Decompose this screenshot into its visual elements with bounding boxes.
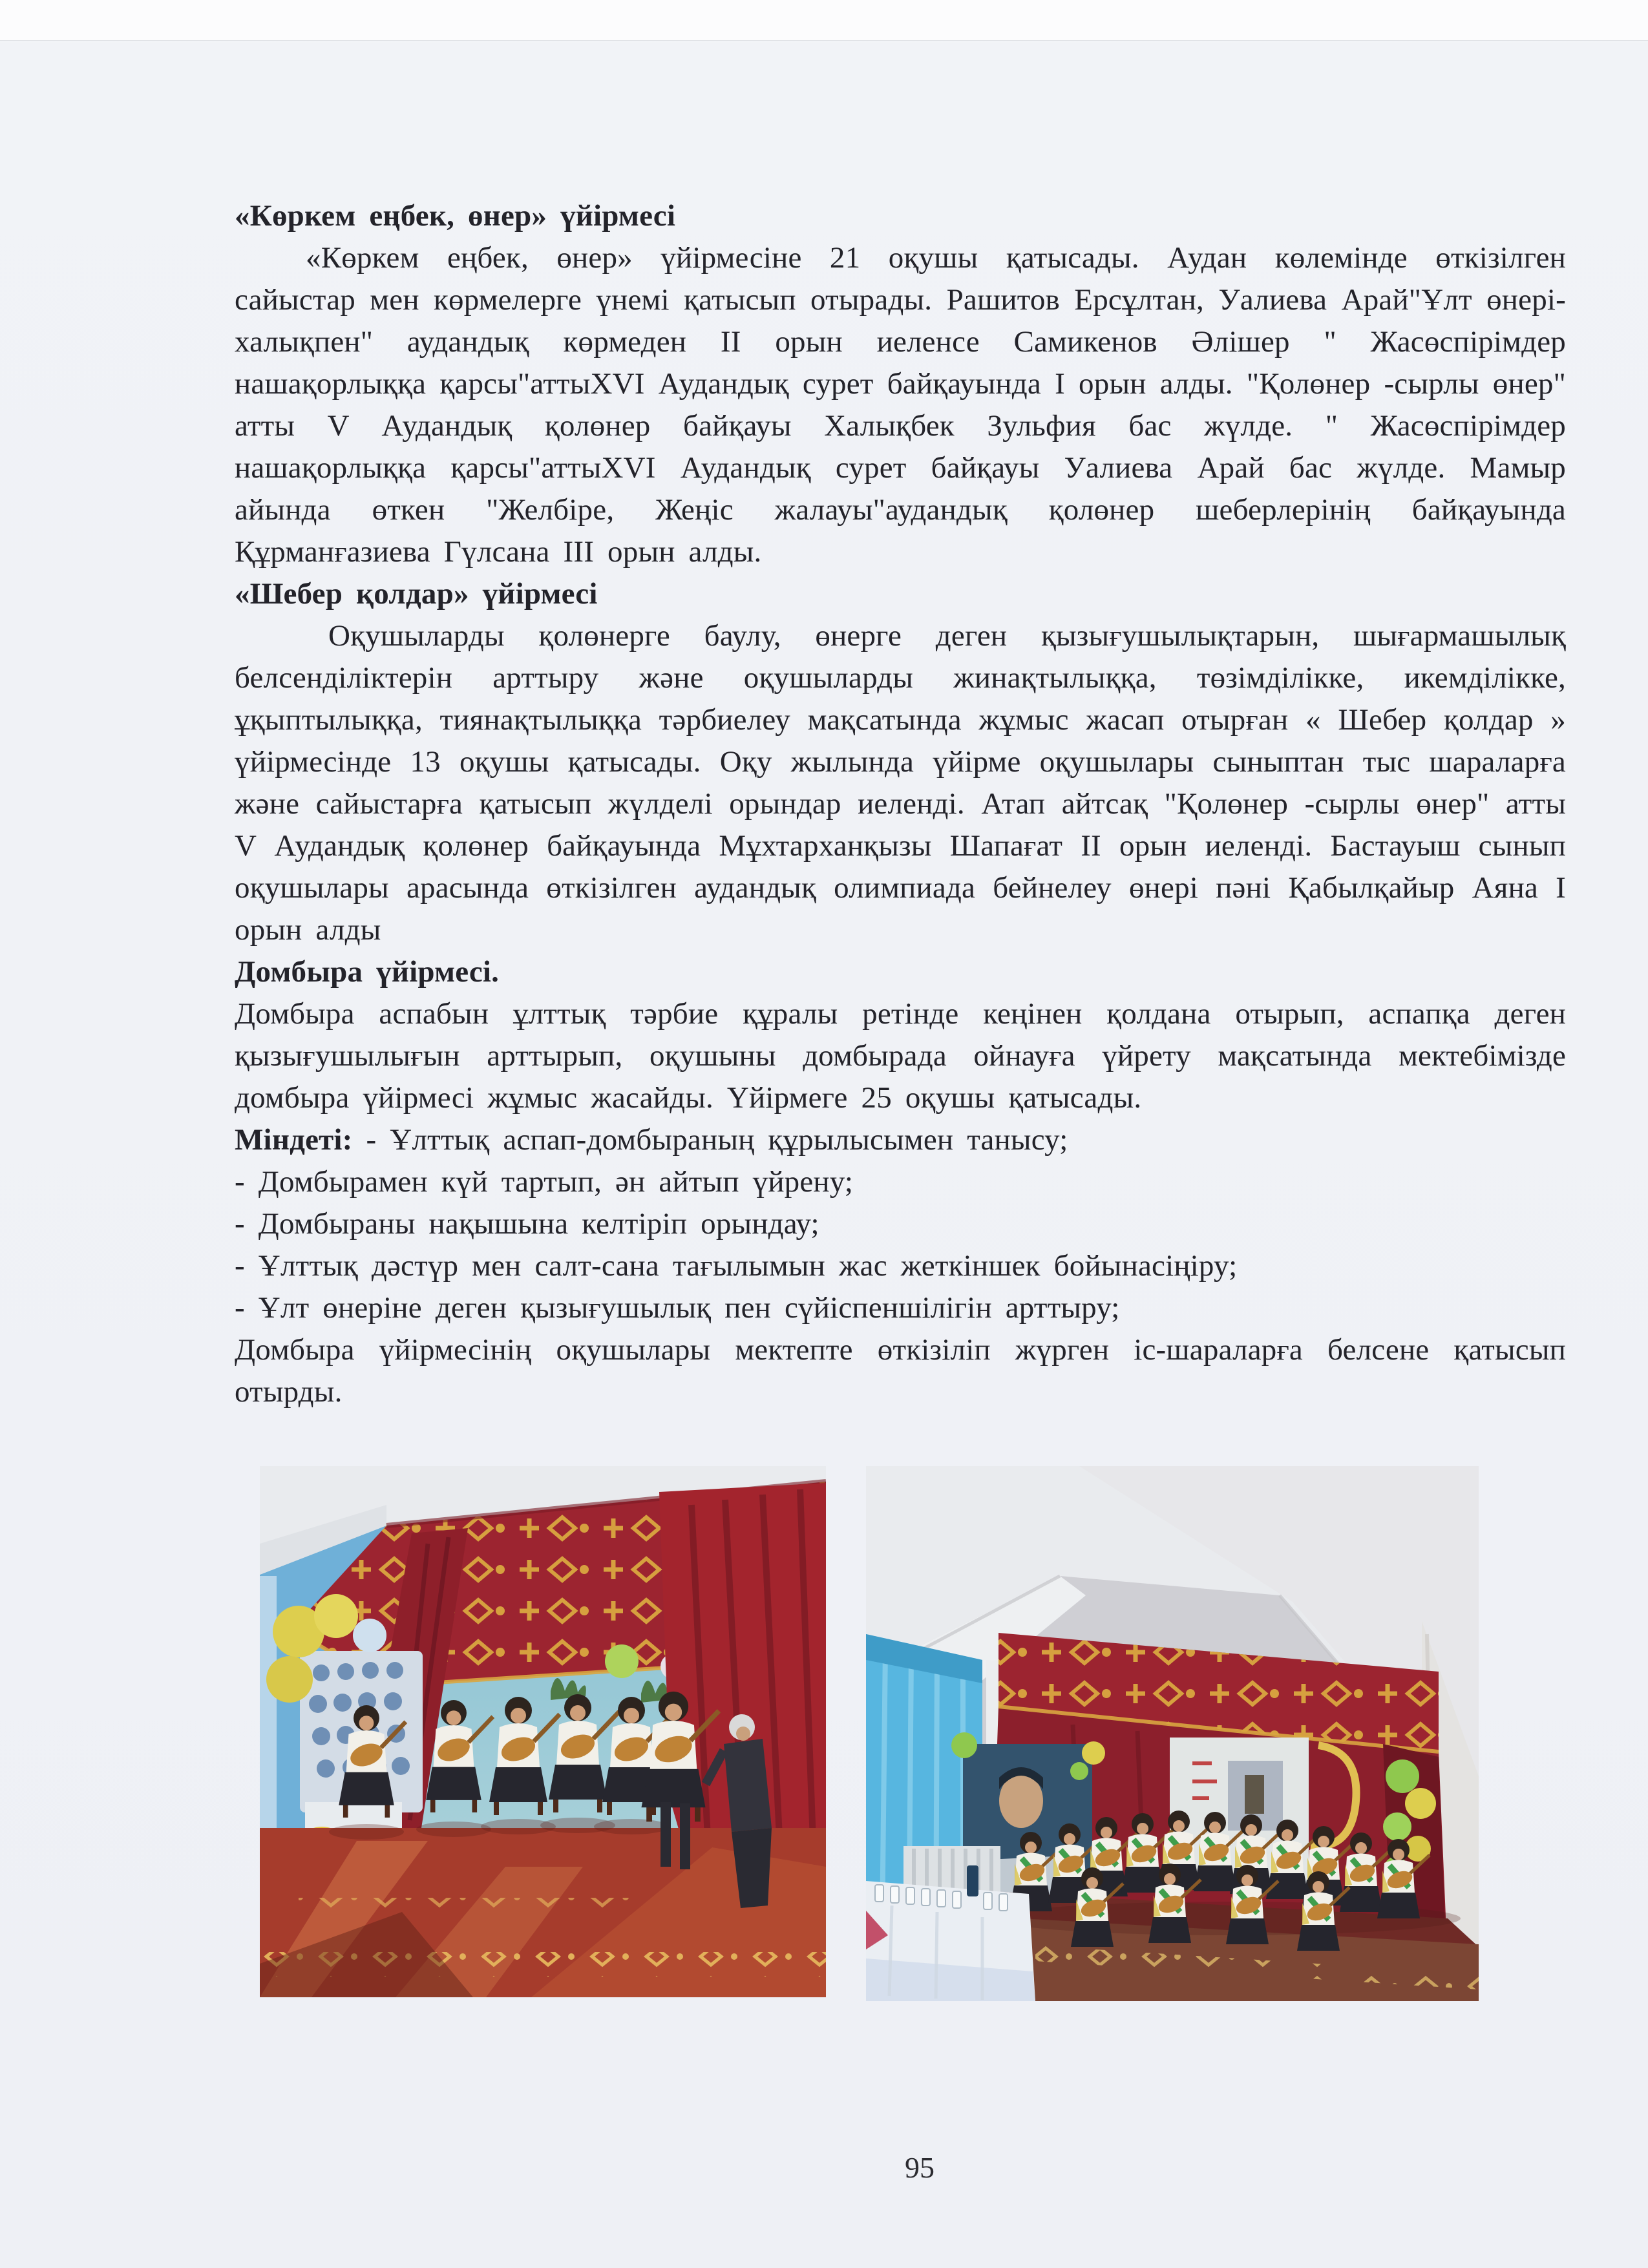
photo-left-stage-performance xyxy=(260,1466,826,1997)
goal-line xyxy=(235,1119,1566,1161)
section-2-paragraph: Оқушыларды қолөнерге баулу, өнерге деген қызығушылықтарын, шығармашылық белсенділіктерін арттыру және оқушыларды жинақтылыққа, төзімділікке, икемділікке, ұқыптылыққа, тиянақтылыққа тәрбиелеу мақсатында жұмыс жасап отырған « Шебер қолдар » үйірмесінде 13 оқушы қатысады. Оқу жылында үйірме оқушылары сыныптан тыс шараларға және сайыстарға қатысып жүлделі орындар иеленді. Атап айтсақ "Қолөнер -сырлы өнер" атты V Аудандық қолөнер байқауында Мұхтарханқызы Шапағат II орын иеленді. Бастауыш сынып оқушылары арасында өткізілген аудандық олимпиада бейнелеу өнері пәні Қабылқайыр Аяна I орын алды xyxy=(235,619,1566,947)
photo-left-illustration xyxy=(260,1466,826,1997)
section-2-heading: «Шебер қолдар» үйірмесі xyxy=(235,577,598,611)
photo-right-illustration xyxy=(866,1466,1479,2001)
section-3-paragraph: Домбыра аспабын ұлттық тәрбие құралы ретінде кеңінен қолдана отырып, аспапқа деген қызығушылығын арттырып, оқушыны домбырада ойнауға үйрету мақсатында мектебімізде домбыра үйірмесі жұмыс жасайды. Үйірмеге 25 оқушы қатысады. xyxy=(235,997,1566,1115)
goal-text: - Ұлттық аспап-домбыраның құрылысымен танысу; xyxy=(366,1123,1068,1157)
task-item: - Ұлт өнеріне деген қызығушылық пен сүйіспеншілігін арттыру; xyxy=(235,1291,1120,1325)
page-number: 95 xyxy=(905,2151,935,2184)
section-3-heading: Домбыра үйірмесі. xyxy=(235,955,500,989)
task-item: - Домбыраны нақышына келтіріп орындау; xyxy=(235,1207,819,1241)
document-text xyxy=(235,195,1566,1413)
section-1-paragraph: «Көркем еңбек, өнер» үйірмесіне 21 оқушы қатысады. Аудан көлемінде өткізілген сайыстар мен көрмелерге үнемі қатысып отырады. Рашитов Ерсұлтан, Уалиева Арай"Ұлт өнері-халықпен" аудандық көрмеден II орын иеленсе Самикенов Әлішер " Жасөспірімдер нашақорлыққа қарсы"аттыXVI Аудандық сурет байқауында I орын алды. "Қолөнер -сырлы өнер" атты V Аудандық қолөнер байқауы Халықбек Зульфия бас жүлде. " Жасөспірімдер нашақорлыққа қарсы"аттыXVI Аудандық сурет байқауы Уалиева Арай бас жүлде. Мамыр айында өткен "Желбіре, Жеңіс жалауы"аудандық қолөнер шеберлерінің байқауында Құрманғазиева Гүлсана III орын алды. xyxy=(235,241,1566,569)
section-1-heading: «Көркем еңбек, өнер» үйірмесі xyxy=(235,199,676,233)
closing-paragraph: Домбыра үйірмесінің оқушылары мектепте өткізіліп жүрген іс-шараларға белсене қатысып отырды. xyxy=(235,1333,1566,1409)
scan-edge xyxy=(0,0,1648,41)
goal-label: Міндеті: xyxy=(235,1123,353,1157)
task-item: - Ұлттық дәстүр мен салт-сана тағылымын жас жеткіншек бойынасіңіру; xyxy=(235,1249,1238,1283)
photo-right-hall-view xyxy=(866,1466,1479,2001)
task-item: - Домбырамен күй тартып, ән айтып үйрену; xyxy=(235,1165,854,1199)
